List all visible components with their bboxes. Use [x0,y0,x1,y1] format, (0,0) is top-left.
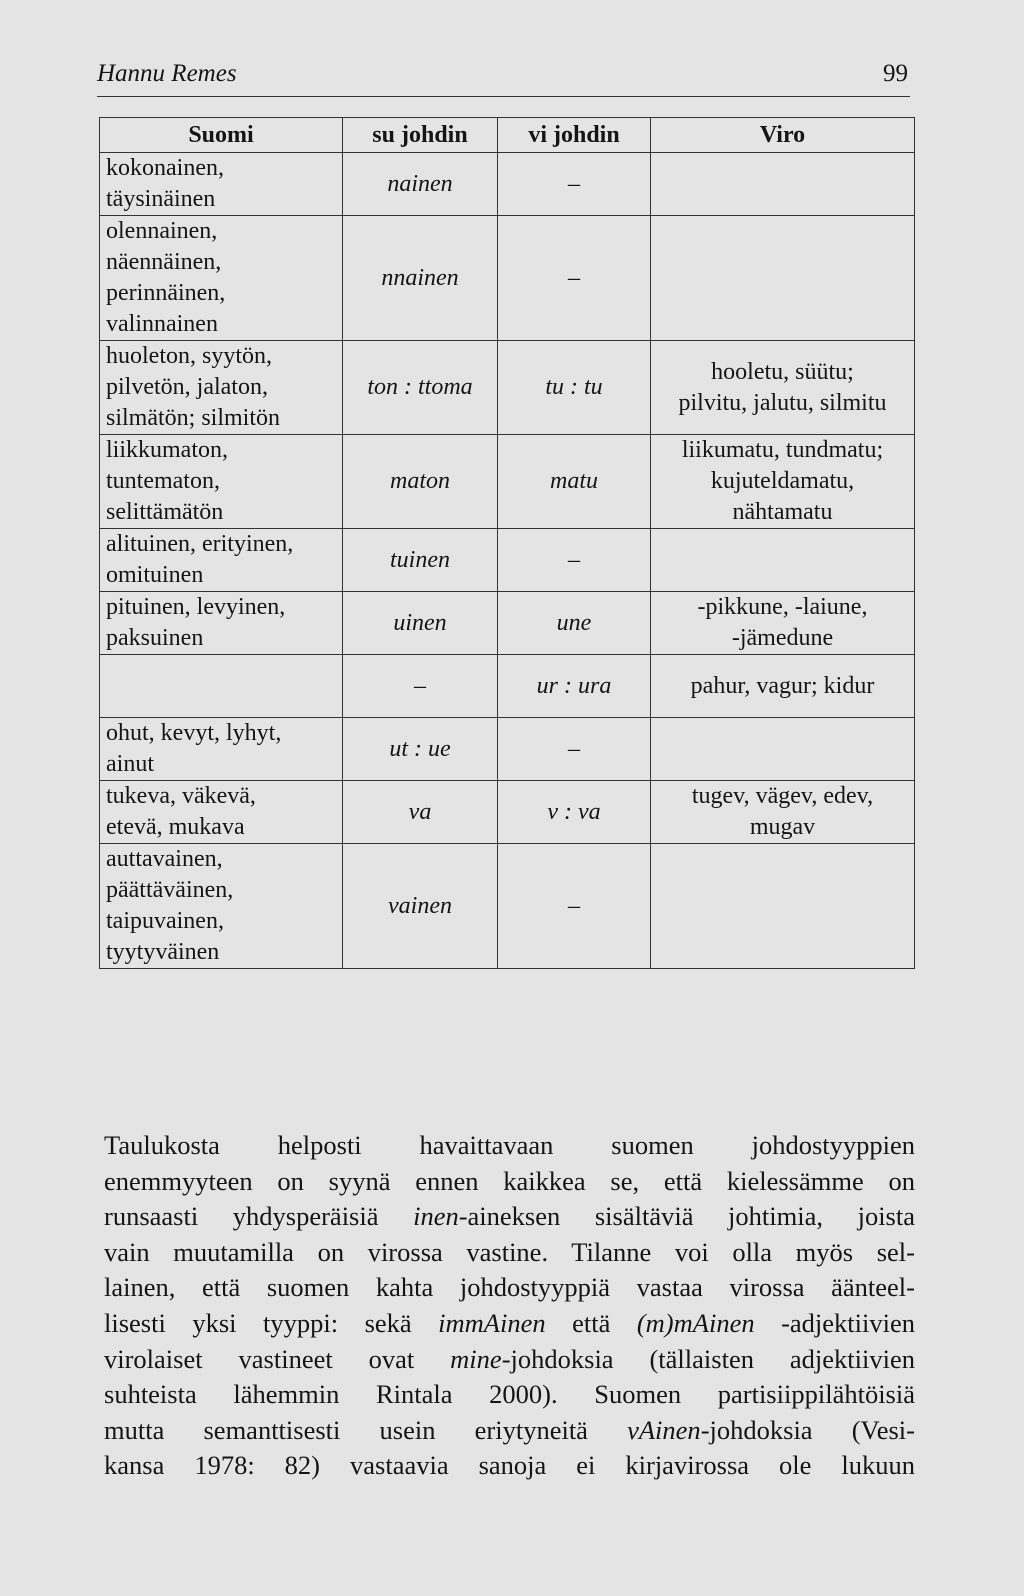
finnish-suffix-cell: maton [343,435,498,529]
finnish-cell: auttavainen, päättäväinen, taipuvainen, tyytyväinen [100,844,343,969]
finnish-cell: olennainen, näennäinen, perinnäinen, valinnainen [100,216,343,341]
estonian-suffix-cell: – [498,718,651,781]
estonian-cell: tugev, vägev, edev, mugav [651,781,915,844]
estonian-suffix-cell: – [498,844,651,969]
table-row [100,216,915,341]
column-header-su-johdin: su johdin [343,118,498,153]
column-header-viro: Viro [651,118,915,153]
text-line: runsaasti yhdysperäisiä inen-aineksen sisältäviä johtimia, joista [104,1201,915,1232]
finnish-cell: kokonainen, täysinäinen [100,153,343,216]
finnish-cell: huoleton, syytön, pilvetön, jalaton, silmätön; silmitön [100,341,343,435]
text-line: vain muutamilla on virossa vastine. Tilanne voi olla myös sel- [104,1236,915,1267]
table-header-row [100,118,915,153]
finnish-suffix-cell: ton : ttoma [343,341,498,435]
finnish-suffix-cell: va [343,781,498,844]
text-line: suhteista lähemmin Rintala 2000). Suomen partisiippilähtöisiä [104,1379,915,1410]
column-header-vi-johdin: vi johdin [498,118,651,153]
derivation-table [99,117,915,969]
estonian-suffix-cell: ur : ura [498,655,651,718]
finnish-suffix-cell: vainen [343,844,498,969]
estonian-suffix-cell: – [498,153,651,216]
estonian-cell [651,216,915,341]
estonian-suffix-cell: – [498,216,651,341]
finnish-cell [100,655,343,718]
table-row [100,844,915,969]
text-line: virolaiset vastineet ovat mine-johdoksia (tällaisten adjektiivien [104,1343,915,1374]
finnish-suffix-cell: uinen [343,592,498,655]
table-row [100,655,915,718]
estonian-suffix-cell: une [498,592,651,655]
estonian-cell [651,529,915,592]
page-number: 99 [883,60,908,87]
text-line: lisesti yksi tyyppi: sekä immAinen että (m)mAinen -adjektiivien [104,1307,916,1338]
estonian-suffix-cell: matu [498,435,651,529]
finnish-suffix-cell: tuinen [343,529,498,592]
estonian-suffix-cell: – [498,529,651,592]
finnish-cell: alituinen, erityinen, omituinen [100,529,343,592]
estonian-cell [651,844,915,969]
text-line: lainen, että suomen kahta johdostyyppiä vastaa virossa äänteel- [104,1272,915,1303]
finnish-cell: pituinen, levyinen, paksuinen [100,592,343,655]
table-row [100,153,915,216]
running-header [97,60,910,97]
table-row [100,341,915,435]
text-line: Taulukosta helposti havaittavaan suomen johdostyyppien [104,1130,915,1160]
finnish-suffix-cell: ut : ue [343,718,498,781]
text-line: kansa 1978: 82) vastaavia sanoja ei kirjavirossa ole lukuun [104,1450,915,1481]
finnish-cell: tukeva, väkevä, etevä, mukava [100,781,343,844]
estonian-cell: hooletu, süütu; pilvitu, jalutu, silmitu [651,341,915,435]
finnish-suffix-cell: nainen [343,153,498,216]
estonian-suffix-cell: tu : tu [498,341,651,435]
table-row [100,435,915,529]
column-header-suomi: Suomi [100,118,343,153]
finnish-cell: ohut, kevyt, lyhyt, ainut [100,718,343,781]
text-line: mutta semanttisesti usein eriytyneitä vAinen-johdoksia (Vesi- [104,1414,915,1445]
estonian-cell [651,718,915,781]
estonian-cell: -pikkune, -laiune, -jämedune [651,592,915,655]
estonian-suffix-cell: v : va [498,781,651,844]
estonian-cell: liikumatu, tundmatu; kujuteldamatu, nähtamatu [651,435,915,529]
table-row [100,529,915,592]
table-row [100,781,915,844]
table-row [100,718,915,781]
text-line: enemmyyteen on syynä ennen kaikkea se, että kielessämme on [104,1165,915,1196]
finnish-suffix-cell: – [343,655,498,718]
finnish-suffix-cell: nnainen [343,216,498,341]
author-name: Hannu Remes [97,60,237,87]
estonian-cell: pahur, vagur; kidur [651,655,915,718]
estonian-cell [651,153,915,216]
body-paragraph [104,1128,915,1484]
finnish-cell: liikkumaton, tuntematon, selittämätön [100,435,343,529]
table-row [100,592,915,655]
